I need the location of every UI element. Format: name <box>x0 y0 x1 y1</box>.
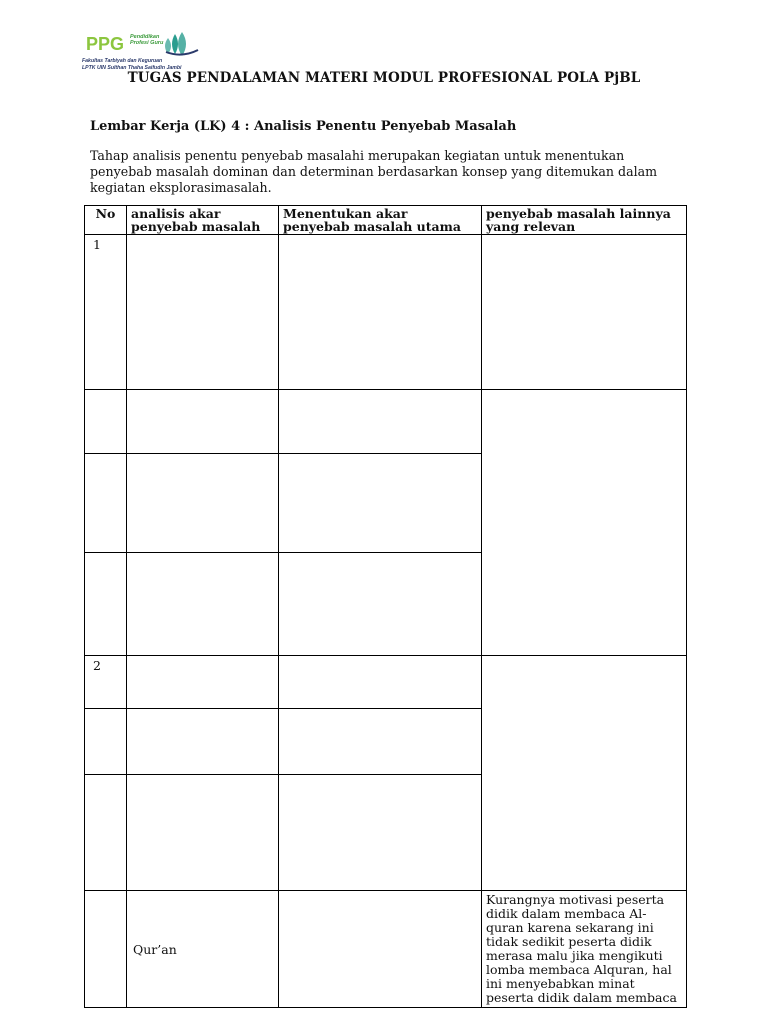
table-cell[interactable] <box>127 775 279 891</box>
table-header-row <box>85 206 687 235</box>
table-cell <box>85 454 127 553</box>
logo-faculty: Fakultas Tarbiyah dan Keguruan <box>82 58 163 64</box>
table-cell <box>85 775 127 891</box>
document-title: TUGAS PENDALAMAN MATERI MODUL PROFESIONAL POLA PjBL <box>127 70 641 86</box>
logo-mark: PPG <box>86 34 125 54</box>
table-cell[interactable] <box>127 709 279 775</box>
table-cell-merged[interactable] <box>482 390 687 656</box>
table-cell[interactable] <box>279 891 482 1008</box>
table-row <box>85 390 687 454</box>
logo-institution: LPTK UIN Sulthan Thaha Saifudin Jambi <box>82 64 182 71</box>
cause-analysis-cell[interactable]: Qur’an <box>127 891 279 1008</box>
header-other-causes: penyebab masalah lainnya yang relevan <box>482 206 687 235</box>
table-cell[interactable] <box>127 553 279 656</box>
table-row <box>85 656 687 709</box>
table-cell[interactable] <box>279 454 482 553</box>
header-main-root-cause: Menentukan akar penyebab masalah utama <box>279 206 482 235</box>
table-cell <box>85 553 127 656</box>
table-cell <box>85 891 127 1008</box>
table-cell[interactable] <box>482 235 687 390</box>
table-cell[interactable] <box>127 390 279 454</box>
table-cell[interactable] <box>127 656 279 709</box>
table-cell[interactable] <box>279 235 482 390</box>
table-cell <box>85 390 127 454</box>
table-row <box>85 235 687 390</box>
ppg-logo <box>80 28 230 72</box>
table-cell-merged[interactable] <box>482 656 687 891</box>
analysis-table <box>84 205 687 1008</box>
table-cell[interactable] <box>127 454 279 553</box>
table-cell[interactable] <box>127 235 279 390</box>
table-row <box>85 891 687 1008</box>
row-number: 2 <box>85 656 127 709</box>
worksheet-heading: Lembar Kerja (LK) 4 : Analisis Penentu Penyebab Masalah <box>90 119 517 134</box>
intro-paragraph: Tahap analisis penentu penyebab masalahi merupakan kegiatan untuk menentukan penyebab masalah dominan dan determinan berdasarkan konsep yang ditemukan dalam kegiatan eksplorasimasalah. <box>90 148 658 195</box>
table-cell[interactable] <box>279 709 482 775</box>
table-cell[interactable] <box>279 553 482 656</box>
table-cell[interactable] <box>279 390 482 454</box>
logo-tagline: Pendidikan Profesi Guru <box>130 34 164 46</box>
header-no: No <box>85 206 127 235</box>
table-cell[interactable] <box>279 656 482 709</box>
other-cause-cell[interactable]: Kurangnya motivasi peserta didik dalam membaca Al-quran karena sekarang ini tidak sedikit peserta didik merasa malu jika mengikuti lomba membaca Alquran, hal ini menyebabkan minat peserta didik dalam membaca <box>482 891 687 1008</box>
header-root-cause-analysis: analisis akar penyebab masalah <box>127 206 279 235</box>
row-number: 1 <box>85 235 127 390</box>
table-cell[interactable] <box>279 775 482 891</box>
table-cell <box>85 709 127 775</box>
